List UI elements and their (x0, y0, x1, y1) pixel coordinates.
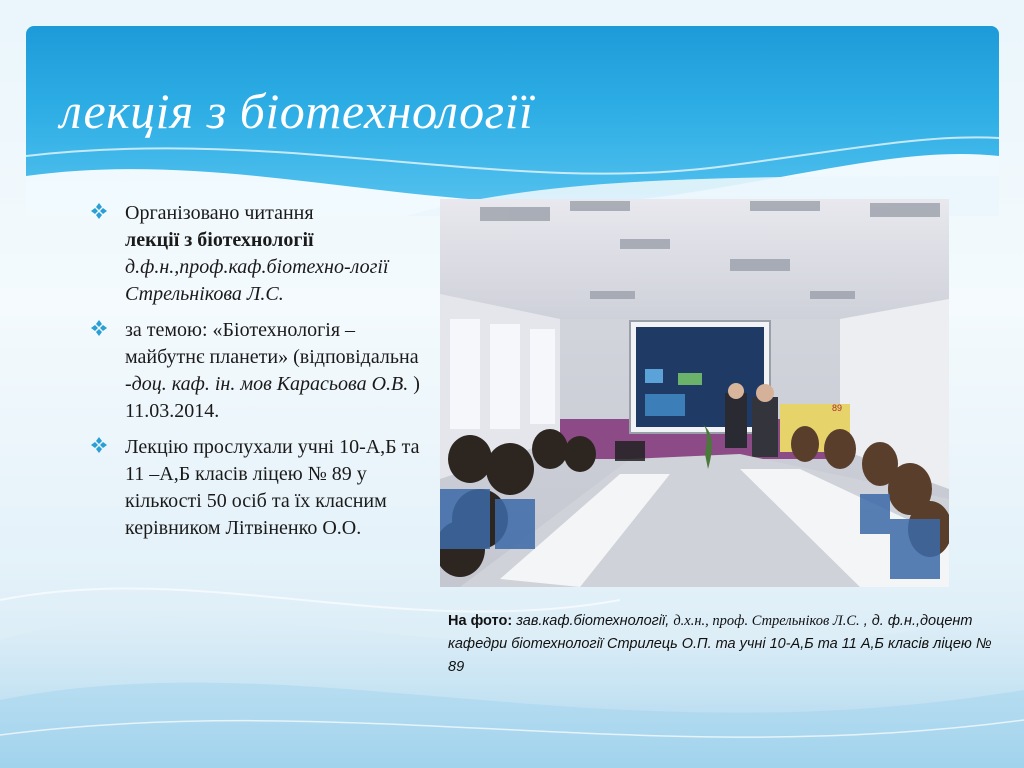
bullet-list (90, 200, 425, 551)
bullet-item-attendance (90, 434, 425, 542)
bullet-text-date: ) 11.03.2014. (125, 373, 420, 422)
sign-number: 89 (832, 403, 843, 413)
diamond-bullet-icon (90, 319, 108, 337)
diamond-bullet-icon (90, 436, 108, 454)
caption-part-2: д.х.н., проф. Стрельніков Л.С. (673, 613, 860, 629)
slide-title: лекція з біотехнології (60, 83, 534, 139)
classroom-illustration (440, 199, 949, 587)
photo-caption (448, 610, 993, 679)
bullet-item-topic (90, 317, 425, 425)
bullet-italic-text: доц. каф. ін. мов Карасьова О.В. (131, 373, 409, 395)
bullet-italic-text: д.ф.н.,проф.каф.біотехно-логії Стрельнікова Л.С. (125, 256, 389, 305)
diamond-bullet-icon (90, 202, 108, 220)
bullet-item-organized (90, 200, 425, 308)
bullet-bold-text: лекції з біотехнології (125, 229, 314, 251)
bullet-text: за темою: «Біотехнологія –майбутнє планети» (відповідальна - (125, 319, 419, 395)
caption-label: На фото: (448, 613, 513, 629)
caption-part-3: , д. ф.н.,доцент кафедри біотехнології Стрилець О.П. та учні 10-А,Б та 11 А,Б класів ліцею № 89 (448, 613, 992, 675)
bullet-text: Лекцію прослухали учні 10-А,Б та 11 –А,Б класів ліцею № 89 у кількості 50 осіб та їх класним керівником Літвіненко О.О. (125, 436, 420, 539)
bullet-text: Організовано читання (125, 202, 314, 224)
caption-part-1: зав.каф.біотехнології, (516, 613, 670, 629)
lecture-photo (440, 199, 949, 587)
